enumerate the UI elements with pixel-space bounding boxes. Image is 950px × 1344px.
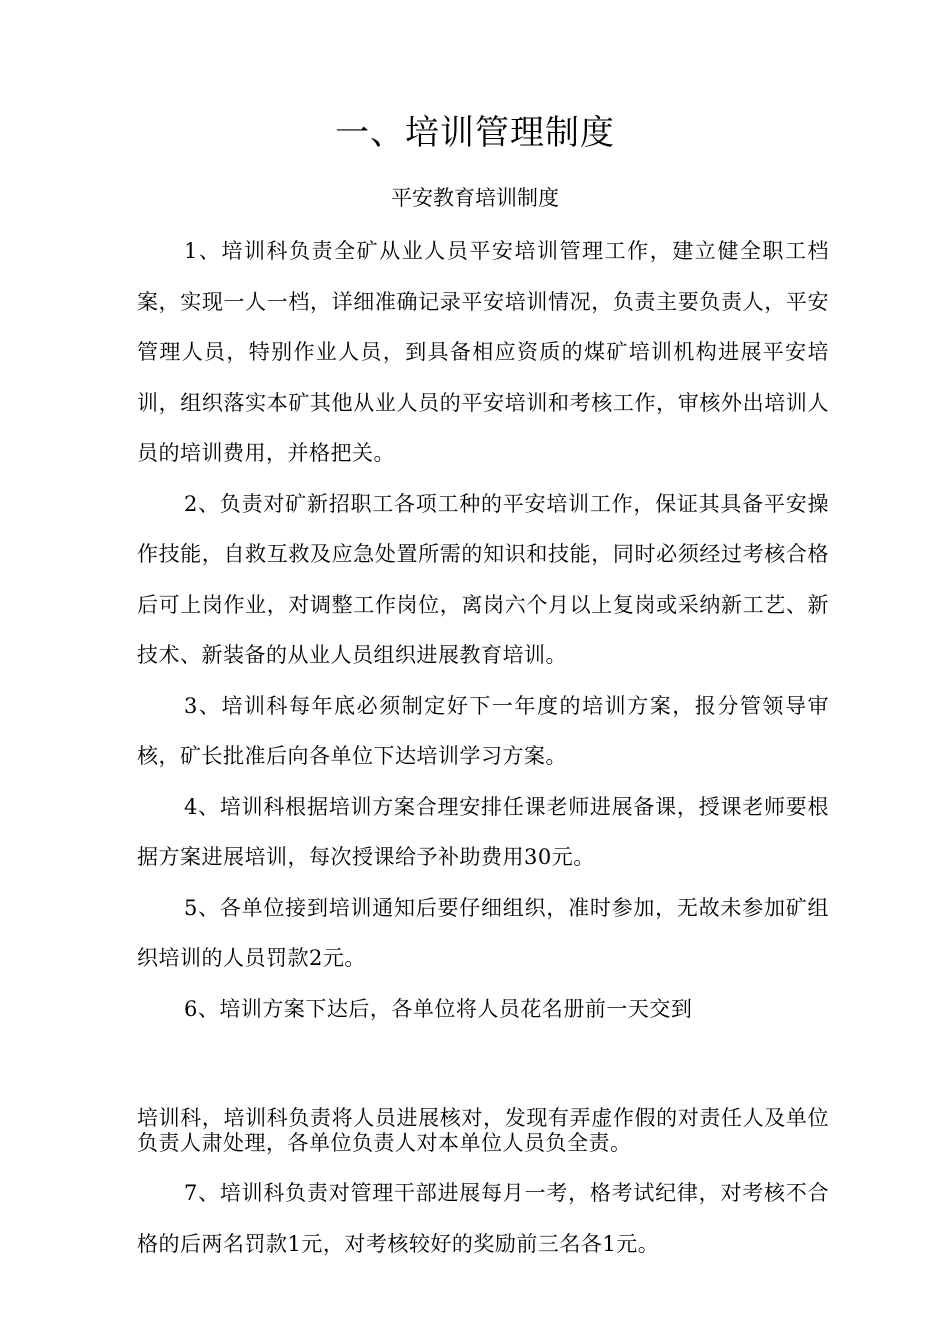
paragraph-5: 5、各单位接到培训通知后要仔细组织，准时参加，无故未参加矿组织培训的人员罚款2元。: [137, 895, 829, 970]
paragraph-2: 2、负责对矿新招职工各项工种的平安培训工作，保证其具备平安操作技能，自救互救及应急处置所需的知识和技能，同时必须经过考核合格后可上岗作业，对调整工作岗位，离岗六个月以上复岗或采纳新工艺、新技术、新装备的从业人员组织进展教育培训。: [137, 491, 829, 667]
paragraph-4: 4、培训科根据培训方案合理安排任课老师进展备课，授课老师要根据方案进展培训，每次授课给予补助费用30元。: [137, 794, 829, 869]
paragraph-group-top: [137, 226, 829, 1034]
paragraph-1: 1、培训科负责全矿从业人员平安培训管理工作，建立健全职工档案，实现一人一档，详细准确记录平安培训情况，负责主要负责人，平安管理人员，特别作业人员，到具备相应资质的煤矿培训机构进展平安培训，组织落实本矿其他从业人员的平安培训和考核工作，审核外出培训人员的培训费用，并格把关。: [137, 239, 829, 465]
paragraph-7: 7、培训科负责对管理干部进展每月一考，格考试纪律，对考核不合格的后两名罚款1元，对考核较好的奖励前三名各1元。: [137, 1181, 829, 1256]
paragraph-6-continuation: 培训科，培训科负责将人员进展核对，发现有弄虚作假的对责任人及单位负责人肃处理，各单位负责人对本单位人员负全责。: [137, 1106, 829, 1155]
document-subtitle: 平安教育培训制度: [391, 186, 559, 210]
document-title: 一、培训管理制度: [335, 113, 615, 153]
continuation-block: [137, 1106, 829, 1156]
paragraph-group-bottom: [137, 1168, 829, 1269]
paragraph-6: 6、培训方案下达后，各单位将人员花名册前一天交到: [184, 996, 693, 1021]
paragraph-3: 3、培训科每年底必须制定好下一年度的培训方案，报分管领导审核，矿长批准后向各单位下达培训学习方案。: [137, 693, 829, 768]
